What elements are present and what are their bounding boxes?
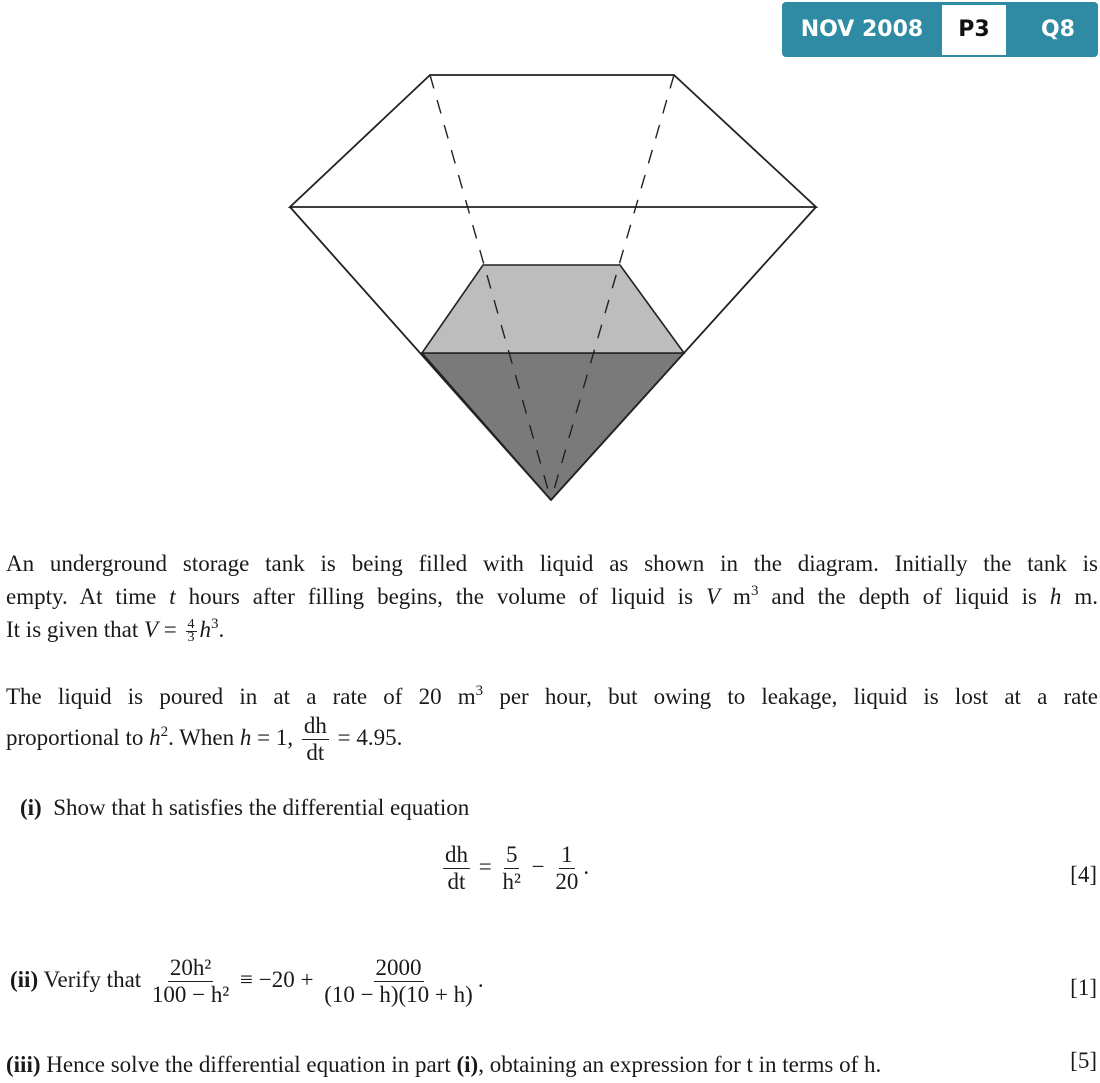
part-ii-statement: (ii) Verify that $\frac{\text{20h²}}{\text{100 − h²}}$ ≡ −20 + $\frac{2000}{(10 - h)(10 + h)}$ . — [10, 955, 484, 1007]
intro-line-1: An underground storage tank is being filled with liquid as shown in the diagram. Initially the tank is — [6, 551, 1098, 576]
part-ii-label: (ii) — [10, 966, 39, 992]
part-i-equation: $\frac{dh}{dt}$ = $\frac{5}{\text{h²}}$ − $\frac{1}{20}$ . — [445, 842, 590, 894]
part-iii-statement: (iii) Hence solve the differential equation in part (i), obtaining an expression for t in terms of h. — [6, 1052, 882, 1077]
fraction-four-thirds: $\frac{4}{3}$ — [187, 617, 195, 646]
liquid-surface — [422, 265, 684, 353]
part-iii-marks: [5] — [1070, 1048, 1097, 1073]
part-i-text: Show that h satisfies the differential equation — [53, 795, 470, 820]
part-ii-text: Verify that — [43, 966, 142, 992]
intro-paragraph — [6, 547, 1098, 646]
part-i-prompt — [20, 791, 469, 824]
intro-line-3: It is given that V = $\frac{4}{3}$ $h^3$. — [6, 616, 225, 646]
paper-label: P3 — [942, 5, 1006, 55]
session-label: NOV 2008 — [800, 17, 924, 42]
part-ii-marks: [1] — [1070, 975, 1097, 1000]
liquid-body — [422, 353, 684, 500]
part-i-marks: [4] — [1070, 862, 1097, 887]
rate-line-2: proportional to $h^2$. When h = 1, $\frac{dh}{dt}$ = 4.95. — [6, 713, 403, 765]
part-iii-label: (iii) — [6, 1052, 41, 1077]
part-i-label: (i) — [20, 795, 42, 820]
question-label: Q8 — [1040, 17, 1075, 42]
fraction-dh-dt: $\frac{dh}{dt}$ — [303, 713, 327, 765]
rate-line-1: The liquid is poured in at a rate of 20 $m^3$ per hour, but owing to leakage, liquid is lost at a rate — [6, 683, 1098, 709]
rate-paragraph — [6, 680, 1098, 766]
tank-top-face — [290, 75, 816, 207]
intro-line-2: empty. At time t hours after filling begins, the volume of liquid is V $m^3$ and the depth of liquid is h m. — [6, 583, 1099, 609]
